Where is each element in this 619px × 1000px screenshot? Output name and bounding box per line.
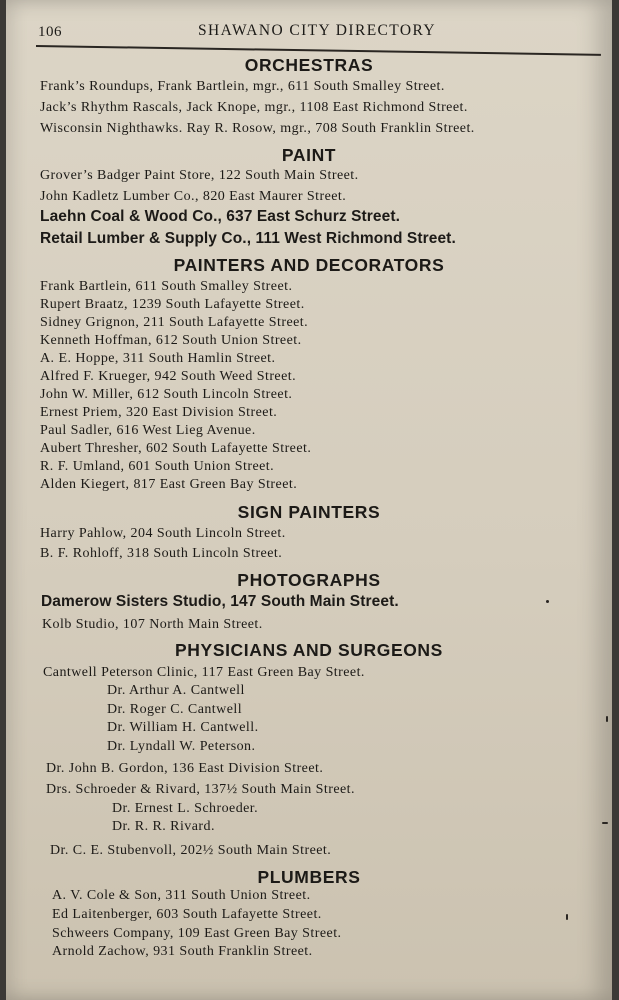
listing-entry: Ernest Priem, 320 East Division Street. <box>40 405 278 420</box>
section-heading-painters-and-decorators: PAINTERS AND DECORATORS <box>173 255 445 275</box>
section-heading-sign-painters: SIGN PAINTERS <box>237 502 381 522</box>
listing-entry-bold: Damerow Sisters Studio, 147 South Main Street. <box>41 593 399 610</box>
section-heading-plumbers: PLUMBERS <box>257 867 361 887</box>
listing-entry: Grover’s Badger Paint Store, 122 South Main Street. <box>40 168 359 183</box>
listing-entry: Alden Kiegert, 817 East Green Bay Street. <box>40 477 298 492</box>
listing-entry: John W. Miller, 612 South Lincoln Street. <box>40 387 293 402</box>
listing-entry: Ed Laitenberger, 603 South Lafayette Street. <box>52 907 322 922</box>
listing-entry: A. E. Hoppe, 311 South Hamlin Street. <box>40 351 276 366</box>
listing-entry: Cantwell Peterson Clinic, 117 East Green Bay Street. <box>43 665 365 680</box>
listing-entry: R. F. Umland, 601 South Union Street. <box>40 459 275 474</box>
listing-entry: Dr. C. E. Stubenvoll, 202½ South Main Street. <box>50 843 332 858</box>
listing-entry: Kenneth Hoffman, 612 South Union Street. <box>40 333 302 348</box>
listing-entry: Drs. Schroeder & Rivard, 137½ South Main Street. <box>46 782 355 797</box>
listing-entry: Frank Bartlein, 611 South Smalley Street. <box>40 279 293 294</box>
ink-speck <box>566 914 568 920</box>
listing-entry: Dr. John B. Gordon, 136 East Division Street. <box>46 761 324 776</box>
section-heading-physicians-and-surgeons: PHYSICIANS AND SURGEONS <box>175 640 443 660</box>
section-heading-orchestras: ORCHESTRAS <box>244 55 374 75</box>
ink-speck <box>606 716 608 722</box>
listing-entry-indented: Dr. William H. Cantwell. <box>107 720 259 735</box>
running-title: SHAWANO CITY DIRECTORY <box>198 22 436 39</box>
ink-speck <box>546 600 549 603</box>
listing-entry: Sidney Grignon, 211 South Lafayette Street. <box>40 315 309 330</box>
listing-entry: B. F. Rohloff, 318 South Lincoln Street. <box>40 546 283 561</box>
listing-entry-indented: Dr. R. R. Rivard. <box>112 819 215 834</box>
section-heading-paint: PAINT <box>281 145 337 165</box>
listing-entry: Rupert Braatz, 1239 South Lafayette Street. <box>40 297 305 312</box>
listing-entry: Harry Pahlow, 204 South Lincoln Street. <box>40 526 286 541</box>
listing-entry-indented: Dr. Roger C. Cantwell <box>107 702 243 717</box>
directory-page <box>6 0 612 1000</box>
page-number: 106 <box>38 24 62 40</box>
ink-speck <box>602 822 608 824</box>
listing-entry: Wisconsin Nighthawks. Ray R. Rosow, mgr., 708 South Franklin Street. <box>40 121 475 136</box>
listing-entry-bold: Retail Lumber & Supply Co., 111 West Richmond Street. <box>40 230 456 247</box>
listing-entry: Alfred F. Krueger, 942 South Weed Street. <box>40 369 297 384</box>
listing-entry: Paul Sadler, 616 West Lieg Avenue. <box>40 423 256 438</box>
page-header <box>6 18 612 48</box>
listing-entry: Schweers Company, 109 East Green Bay Street. <box>52 926 342 941</box>
listing-entry: Arnold Zachow, 931 South Franklin Street. <box>52 944 313 959</box>
listing-entry: A. V. Cole & Son, 311 South Union Street. <box>52 888 311 903</box>
listing-entry-bold: Laehn Coal & Wood Co., 637 East Schurz Street. <box>40 208 401 225</box>
listing-entry-indented: Dr. Lyndall W. Peterson. <box>107 739 256 754</box>
listing-entry: John Kadletz Lumber Co., 820 East Maurer Street. <box>40 189 347 204</box>
listing-entry: Aubert Thresher, 602 South Lafayette Street. <box>40 441 312 456</box>
listing-entry: Kolb Studio, 107 North Main Street. <box>42 617 263 632</box>
listing-entry: Frank’s Roundups, Frank Bartlein, mgr., 611 South Smalley Street. <box>40 79 445 94</box>
listing-entry: Jack’s Rhythm Rascals, Jack Knope, mgr., 1108 East Richmond Street. <box>40 100 468 115</box>
section-heading-photographs: PHOTOGRAPHS <box>237 570 381 590</box>
listing-entry-indented: Dr. Arthur A. Cantwell <box>107 683 245 698</box>
listing-entry-indented: Dr. Ernest L. Schroeder. <box>112 801 259 816</box>
